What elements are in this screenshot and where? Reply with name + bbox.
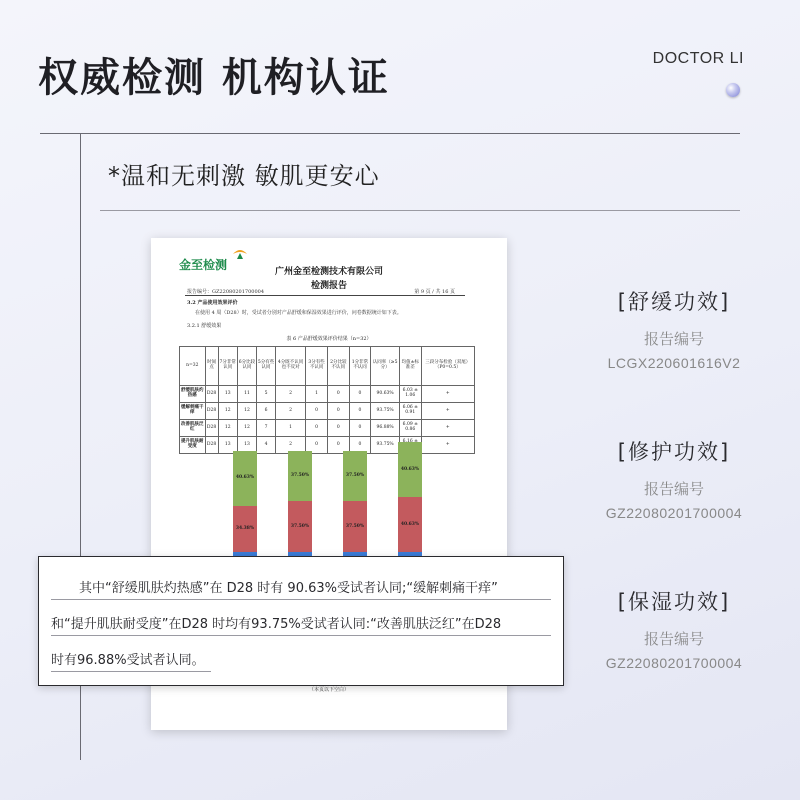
bar-data-label: 37.50%	[345, 473, 365, 479]
table-header-cell: 2分比较不认同	[327, 347, 349, 386]
table-cell: D28	[205, 437, 218, 454]
table-cell: D28	[205, 403, 218, 420]
page-title: 权威检测 机构认证	[38, 55, 390, 101]
table-cell: 6.09 ± 0.86	[399, 420, 421, 437]
table-cell: 0	[327, 420, 349, 437]
table-cell: +	[421, 420, 474, 437]
report-rule	[185, 295, 465, 296]
efficacy-moisturizing	[564, 586, 784, 671]
table-header-cell: 6分比较认同	[237, 347, 256, 386]
results-table	[179, 346, 475, 454]
table-cell: D28	[205, 420, 218, 437]
table-row	[180, 386, 475, 403]
table-cell: 0	[306, 403, 328, 420]
report-footer-note: （本页以下空白）	[308, 687, 349, 693]
report-paragraph: 在使用 4 周（D28）时，受试者分别对产品舒缓和保湿效果进行评价，问卷数据统计如下表。	[195, 310, 402, 316]
report-page-number: 第 9 页 / 共 16 页	[414, 289, 455, 295]
summary-line-3: 时有96.88%受试者认同。	[51, 653, 205, 668]
table-header-cell: 3分有些不认同	[306, 347, 328, 386]
bar-data-label: 40.63%	[235, 475, 255, 481]
table-header-cell: n=32	[180, 347, 206, 386]
table-row	[180, 403, 475, 420]
table-header-cell: 均值±标准差	[399, 347, 421, 386]
table-header-cell: 时间点	[205, 347, 218, 386]
table-cell: 11	[237, 386, 256, 403]
report-number-label: 报告编号	[643, 330, 704, 348]
table-cell: 4	[257, 437, 276, 454]
report-subsection-heading: 3.2.1 舒缓效果	[187, 323, 222, 329]
table-cell: 1	[306, 386, 328, 403]
table-cell: 0	[349, 386, 371, 403]
table-cell: D28	[205, 386, 218, 403]
table-cell: 96.88%	[371, 420, 400, 437]
table-row	[180, 437, 475, 454]
table-cell: 缓解刺痛干痒	[180, 403, 206, 420]
report-logo: 金至检测	[179, 258, 228, 272]
table-cell: +	[421, 386, 474, 403]
table-cell: 0	[327, 403, 349, 420]
table-cell: 6	[257, 403, 276, 420]
report-number-label: 报告编号	[643, 480, 704, 498]
summary-underline	[51, 635, 551, 636]
report-number-label: 报告编号	[643, 630, 704, 648]
efficacy-title: [修护功效]	[617, 440, 731, 464]
report-section-heading: 3.2 产品使用效果评价	[187, 300, 238, 306]
report-title: 检测报告	[310, 281, 347, 291]
table-cell: +	[421, 403, 474, 420]
bar-data-label: 40.63%	[400, 521, 420, 527]
summary-underline	[51, 671, 211, 672]
summary-underline	[51, 599, 551, 600]
table-cell: 7	[257, 420, 276, 437]
table-cell: 2	[275, 437, 305, 454]
brand-name: DOCTOR LI	[652, 50, 744, 67]
summary-callout	[38, 556, 564, 686]
report-number-value: GZ22080201700004	[605, 655, 743, 671]
logo-mark-icon	[232, 248, 248, 260]
table-cell: 改善肌肤泛红	[180, 420, 206, 437]
report-number-value: LCGX220601616V2	[607, 355, 741, 371]
decorative-dot-icon	[726, 83, 740, 97]
table-header-cell: 4分既不认同也不反对	[275, 347, 305, 386]
table-cell: 2	[275, 386, 305, 403]
table-cell: +	[421, 437, 474, 454]
subtitle: *温和无刺激 敏肌更安心	[108, 162, 380, 190]
table-cell: 0	[327, 437, 349, 454]
table-cell: 12	[237, 420, 256, 437]
bar-data-label: 40.63%	[400, 466, 420, 472]
bar-data-label: 34.38%	[235, 525, 255, 531]
table-header-cell: 认同率（≥5分）	[371, 347, 400, 386]
table-header-cell: 三段分布检验（双尾）（P0=0.5）	[421, 347, 474, 386]
table-header-row	[180, 347, 475, 386]
table-cell: 6.06 ± 0.91	[399, 403, 421, 420]
summary-line-2: 和“提升肌肤耐受度”在D28 时均有93.75%受试者认同:“改善肌肤泛红”在D28	[51, 617, 502, 632]
table-cell: 0	[349, 403, 371, 420]
table-cell: 12	[218, 403, 237, 420]
table-cell: 13	[237, 437, 256, 454]
table-header-cell: 7分非常认同	[218, 347, 237, 386]
bar-data-label: 37.50%	[290, 523, 310, 529]
table-row	[180, 420, 475, 437]
table-cell: 90.63%	[371, 386, 400, 403]
summary-line-1: 其中“舒缓肌肤灼热感”在 D28 时有 90.63%受试者认同;“缓解刺痛干痒”	[79, 581, 498, 596]
table-cell: 0	[306, 437, 328, 454]
table-cell: 0	[349, 420, 371, 437]
efficacy-title: [保湿功效]	[617, 590, 731, 614]
table-cell: 1	[275, 420, 305, 437]
table-caption: 表 6 产品舒缓效果评价结果（n=32）	[286, 336, 372, 342]
report-number-value: GZ22080201700004	[605, 505, 743, 521]
table-cell: 93.75%	[371, 437, 400, 454]
table-cell: 5	[257, 386, 276, 403]
table-cell: 2	[275, 403, 305, 420]
efficacy-repair	[564, 436, 784, 521]
table-cell: 13	[218, 437, 237, 454]
efficacy-title: [舒缓功效]	[617, 290, 731, 314]
table-header-cell: 5分有些认同	[257, 347, 276, 386]
table-cell: 0	[306, 420, 328, 437]
table-cell: 0	[349, 437, 371, 454]
table-cell: 12	[218, 420, 237, 437]
divider-sub	[100, 210, 740, 211]
report-number: 报告编号：GZ22080201700004	[187, 289, 265, 295]
table-cell: 6.03 ± 1.06	[399, 386, 421, 403]
divider-top	[40, 133, 740, 134]
table-cell: 0	[327, 386, 349, 403]
table-cell: 12	[237, 403, 256, 420]
report-company: 广州金至检测技术有限公司	[274, 267, 383, 277]
table-cell: 提升肌肤耐受度	[180, 437, 206, 454]
bar-data-label: 37.50%	[290, 473, 310, 479]
bar-data-label: 37.50%	[345, 523, 365, 529]
table-cell: 13	[218, 386, 237, 403]
table-header-cell: 1分非常不认同	[349, 347, 371, 386]
efficacy-soothing	[564, 286, 784, 371]
table-cell: 舒缓肌肤灼热感	[180, 386, 206, 403]
table-cell: 93.75%	[371, 403, 400, 420]
